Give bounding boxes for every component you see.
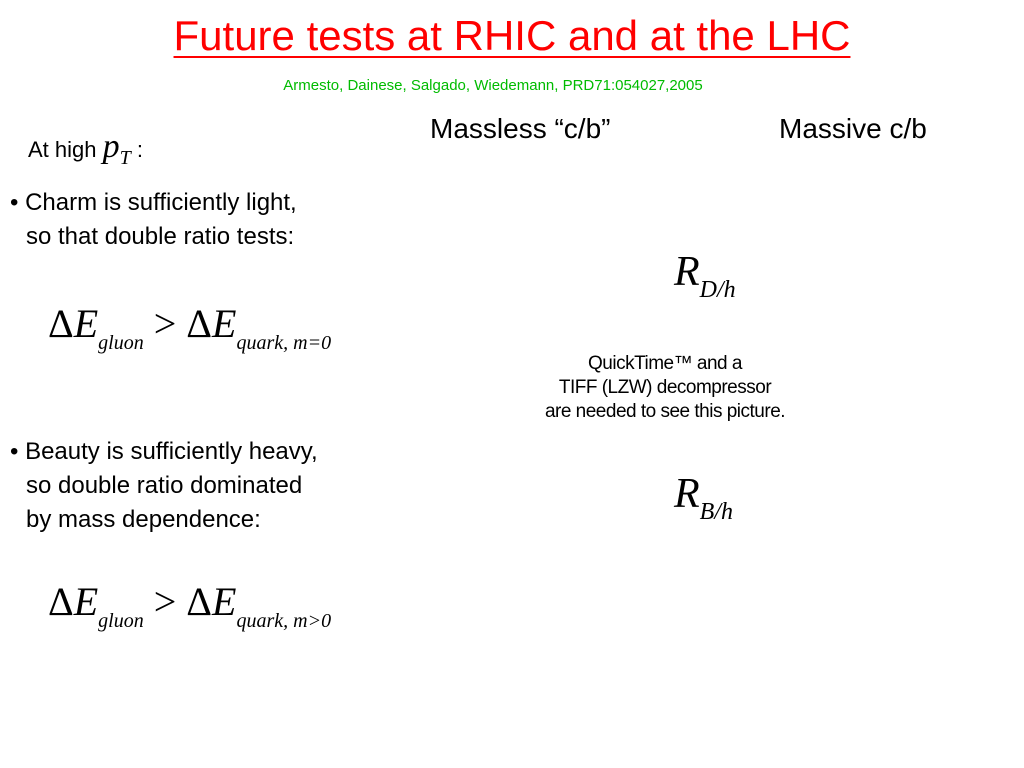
pt-subscript: T [119,147,131,169]
bullet-beauty-line2: so double ratio dominated [26,472,303,499]
intro-prefix: At high [28,137,97,162]
formula-massive-relation: > [153,579,177,624]
formula-massless-lhs-sub: gluon [98,332,144,354]
intro-line [28,128,143,170]
bullet-beauty-line3: by mass dependence: [26,506,261,533]
quicktime-line2: TIFF (LZW) decompressor [558,377,772,398]
ratio-b-over-h [674,470,733,526]
ratio-d-symbol: R [674,249,700,295]
formula-massless-rhs-sub: quark, m=0 [236,332,332,354]
bullet-beauty-line1: • Beauty is sufficiently heavy, [10,438,318,465]
formula-massive-rhs-sub: quark, m>0 [236,610,332,632]
massive-column-header: Massive c/b [779,113,927,144]
massless-column-header: Massless “c/b” [430,113,611,144]
intro-suffix: : [136,137,143,162]
citation: Armesto, Dainese, Salgado, Wiedemann, PRD71:054027,2005 [283,77,703,94]
quicktime-line1: QuickTime™ and a [588,353,742,374]
formula-massless-relation: > [153,301,177,346]
quicktime-placeholder [500,352,830,424]
ratio-b-subscript: B/h [699,499,733,525]
slide-title: Future tests at RHIC and at the LHC [173,12,851,59]
bullet-charm-line2: so that double ratio tests: [26,223,295,250]
formula-massive-lhs-sub: gluon [98,610,144,632]
formula-massless: $\Delta E_{gluon} > \Delta E_{quark, m=0}$ [48,301,332,354]
ratio-b-symbol: R [674,471,700,517]
quicktime-line3: are needed to see this picture. [544,401,786,422]
pt-symbol: p [102,128,120,165]
ratio-d-over-h [674,248,736,304]
ratio-d-subscript: D/h [699,277,736,303]
bullet-beauty [10,435,318,537]
bullet-charm-line1: • Charm is sufficiently light, [10,189,297,216]
formula-massive: $\Delta E_{gluon} > \Delta E_{quark, m>0}$ [48,579,332,632]
bullet-charm [10,186,297,254]
